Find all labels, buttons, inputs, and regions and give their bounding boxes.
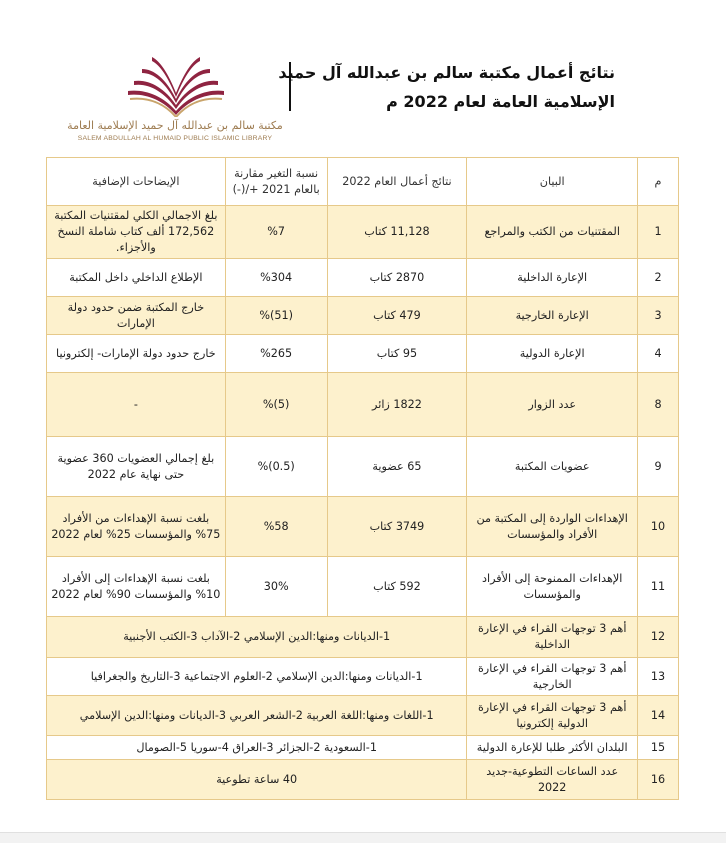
- row-result: 2870 كتاب: [327, 259, 467, 297]
- table-row: [47, 335, 679, 373]
- row-index: 9: [638, 437, 679, 497]
- row-value: 1-الديانات ومنها:الدين الإسلامي 2-الآداب 3-الكتب الأجنبية: [47, 617, 467, 658]
- row-item: الإعارة الدولية: [467, 335, 638, 373]
- row-index: 14: [638, 696, 679, 736]
- row-index: 15: [638, 736, 679, 760]
- row-change: %265: [225, 335, 327, 373]
- row-index: 12: [638, 617, 679, 658]
- header-results: نتائج أعمال العام 2022: [327, 158, 467, 206]
- row-result: 1822 زائر: [327, 373, 467, 437]
- row-change: (0.5)%: [225, 437, 327, 497]
- header-change: نسبة التغير مقارنة بالعام 2021 +/(-): [225, 158, 327, 206]
- row-notes: بلغت نسبة الإهداءات من الأفراد 75% والمؤسسات 25% لعام 2022: [47, 497, 226, 557]
- table-row: [47, 259, 679, 297]
- header-item: البيان: [467, 158, 638, 206]
- row-value: 40 ساعة تطوعية: [47, 760, 467, 800]
- row-change: (51)%: [225, 297, 327, 335]
- row-notes: بلغت نسبة الإهداءات إلى الأفراد 10% والمؤسسات 90% لعام 2022: [47, 557, 226, 617]
- row-notes: خارج المكتبة ضمن حدود دولة الإمارات: [47, 297, 226, 335]
- row-notes: الإطلاع الداخلي داخل المكتبة: [47, 259, 226, 297]
- row-item: الإعارة الخارجية: [467, 297, 638, 335]
- row-notes: بلغ الاجمالي الكلي لمقتنيات المكتبة 172,562 ألف كتاب شاملة النسخ والأجزاء.: [47, 206, 226, 259]
- row-item: أهم 3 توجهات القراء في الإعارة الداخلية: [467, 617, 638, 658]
- row-item: عدد الزوار: [467, 373, 638, 437]
- open-book-icon: [124, 55, 228, 117]
- row-value: 1-اللغات ومنها:اللغة العربية 2-الشعر العربي 3-الديانات ومنها:الدين الإسلامي: [47, 696, 467, 736]
- table-row: [47, 206, 679, 259]
- table-row: [47, 696, 679, 736]
- row-result: 65 عضوية: [327, 437, 467, 497]
- table-row: [47, 297, 679, 335]
- table-row: [47, 373, 679, 437]
- row-index: 4: [638, 335, 679, 373]
- row-index: 2: [638, 259, 679, 297]
- table-row: [47, 617, 679, 658]
- row-change: %7: [225, 206, 327, 259]
- logo-english-text: SALEM ABDULLAH AL HUMAID PUBLIC ISLAMIC LIBRARY: [77, 135, 273, 142]
- row-result: 11,128 كتاب: [327, 206, 467, 259]
- row-item: الإهداءات الواردة إلى المكتبة من الأفراد والمؤسسات: [467, 497, 638, 557]
- header-index: م: [638, 158, 679, 206]
- row-item: البلدان الأكثر طلبا للإعارة الدولية: [467, 736, 638, 760]
- row-result: 95 كتاب: [327, 335, 467, 373]
- results-table: [46, 157, 679, 800]
- row-item: أهم 3 توجهات القراء في الإعارة الخارجية: [467, 658, 638, 696]
- row-index: 11: [638, 557, 679, 617]
- table-header-row: [47, 158, 679, 206]
- page-title: [275, 58, 615, 116]
- row-item: عدد الساعات التطوعية-جديد 2022: [467, 760, 638, 800]
- row-change: (5)%: [225, 373, 327, 437]
- row-change: 30%: [225, 557, 327, 617]
- row-notes: خارج حدود دولة الإمارات- إلكترونيا: [47, 335, 226, 373]
- row-item: أهم 3 توجهات القراء في الإعارة الدولية إلكترونيا: [467, 696, 638, 736]
- row-result: 592 كتاب: [327, 557, 467, 617]
- row-index: 8: [638, 373, 679, 437]
- page-bottom-edge: [0, 832, 726, 843]
- logo-arabic-text: مكتبة سالم بن عبدالله آل حميد الإسلامية العامة: [67, 119, 283, 132]
- row-notes: بلغ إجمالي العضويات 360 عضوية حتى نهاية عام 2022: [47, 437, 226, 497]
- title-line-2: الإسلامية العامة لعام 2022 م: [386, 92, 615, 111]
- row-index: 10: [638, 497, 679, 557]
- row-result: 479 كتاب: [327, 297, 467, 335]
- row-index: 3: [638, 297, 679, 335]
- table-row: [47, 760, 679, 800]
- row-item: عضويات المكتبة: [467, 437, 638, 497]
- row-value: 1-الديانات ومنها:الدين الإسلامي 2-العلوم الاجتماعية 3-التاريخ والجغرافيا: [47, 658, 467, 696]
- library-logo: [44, 55, 306, 145]
- header-notes: الإيضاحات الإضافية: [47, 158, 226, 206]
- table-row: [47, 437, 679, 497]
- row-value: 1-السعودية 2-الجزائر 3-العراق 4-سوريا 5-الصومال: [47, 736, 467, 760]
- row-index: 13: [638, 658, 679, 696]
- row-result: 3749 كتاب: [327, 497, 467, 557]
- row-notes: -: [47, 373, 226, 437]
- table-row: [47, 497, 679, 557]
- table-row: [47, 557, 679, 617]
- table-row: [47, 736, 679, 760]
- row-index: 1: [638, 206, 679, 259]
- row-item: الإعارة الداخلية: [467, 259, 638, 297]
- row-index: 16: [638, 760, 679, 800]
- table-row: [47, 658, 679, 696]
- row-item: الإهداءات الممنوحة إلى الأفراد والمؤسسات: [467, 557, 638, 617]
- row-item: المقتنيات من الكتب والمراجع: [467, 206, 638, 259]
- row-change: %58: [225, 497, 327, 557]
- title-line-1: نتائج أعمال مكتبة سالم بن عبدالله آل حميد: [278, 63, 615, 82]
- row-change: %304: [225, 259, 327, 297]
